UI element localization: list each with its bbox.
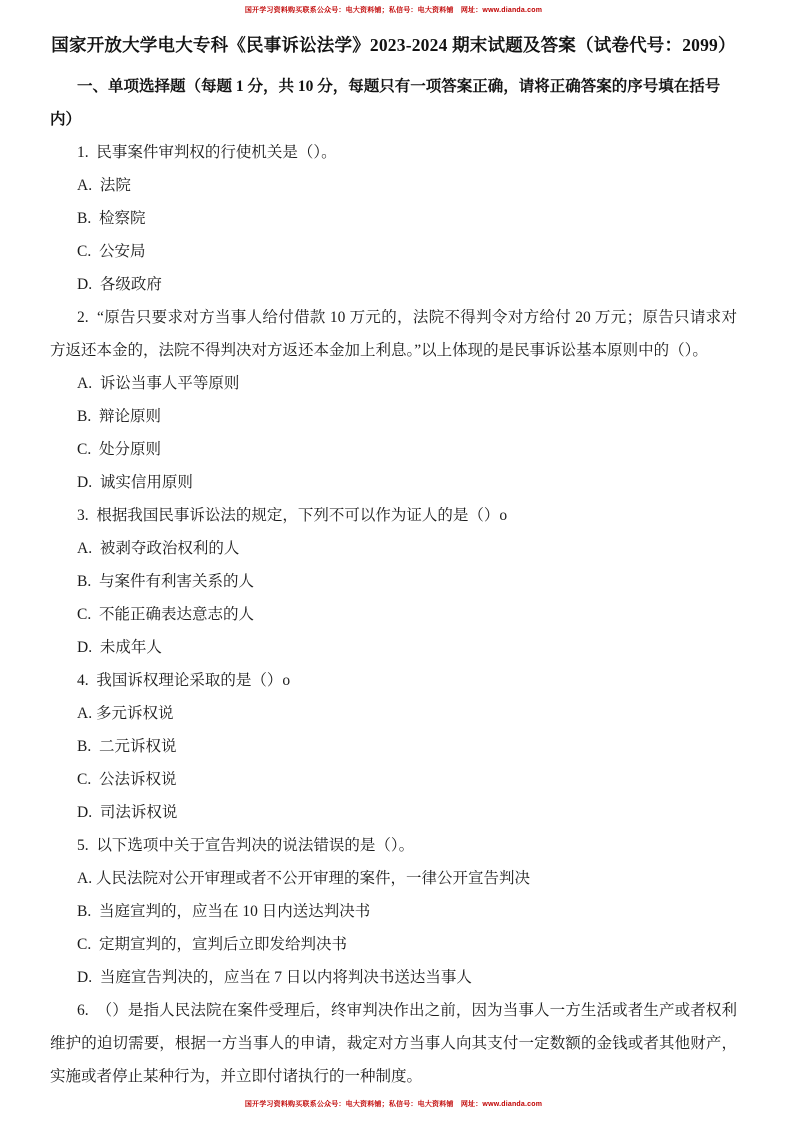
question-stem: 1. 民事案件审判权的行使机关是（）。 [77,144,337,161]
option-a: A. 被剥夺政治权利的人 [77,540,240,557]
question-stem: 6. （）是指人民法院在案件受理后，终审判决作出之前，因为当事人一方生活或者生产或者权利 维护的迫切需要，根据一方当事人的申请，裁定对方当事人向其支付一定数额的金钱或者其他财产，实施或者停止某种行为，并立即付诸执行的一种制度。 [50,1002,741,1085]
option-a: A. 法院 [77,177,131,194]
option-c: C. 定期宣判的，宣判后立即发给判决书 [77,936,347,953]
question-4 [50,664,737,829]
question-3 [50,499,737,664]
option-d: D. 各级政府 [77,276,162,293]
option-c: C. 处分原则 [77,441,161,458]
question-5 [50,829,737,994]
option-d: D. 诚实信用原则 [77,474,193,491]
option-c: C. 公法诉权说 [77,771,177,788]
option-c: C. 不能正确表达意志的人 [77,606,254,623]
question-stem: 3. 根据我国民事诉讼法的规定，下列不可以作为证人的是（）o [77,507,508,524]
option-d: D. 未成年人 [77,639,162,656]
question-1 [50,136,737,301]
option-b: B. 二元诉权说 [77,738,177,755]
option-d: D. 当庭宣告判决的，应当在 7 日以内将判决书送达当事人 [77,969,472,986]
question-stem: 4. 我国诉权理论采取的是（）o [77,672,291,689]
section-heading: 一、单项选择题（每题 1 分，共 10 分，每题只有一项答案正确，请将正确答案的序号填在括号内） [50,78,721,128]
top-watermark: 国开学习资料购买联系公众号：电大资料铺；私信号：电大资料铺 网址：www.dianda.com [244,7,543,14]
option-a: A. 多元诉权说 [77,705,174,722]
option-d: D. 司法诉权说 [77,804,178,821]
option-a: A. 人民法院对公开审理或者不公开审理的案件，一律公开宣告判决 [77,870,530,887]
bottom-watermark: 国开学习资料购买联系公众号：电大资料铺；私信号：电大资料铺 网址：www.dianda.com [244,1101,543,1108]
question-6 [50,994,741,1093]
question-2 [50,301,737,499]
questions-list [50,136,741,1093]
page-title: 国家开放大学电大专科《民事诉讼法学》2023-2024 期末试题及答案（试卷代号：2099） [51,35,736,55]
option-b: B. 辩论原则 [77,408,161,425]
question-stem: 2. “原告只要求对方当事人给付借款 10 万元的，法院不得判令对方给付 20 万元；原告只请求对方返还本金的，法院不得判决对方返还本金加上利息。”以上体现的是民事诉讼基本原则中的（）。 [50,309,737,359]
option-c: C. 公安局 [77,243,146,260]
option-b: B. 检察院 [77,210,146,227]
question-stem: 5. 以下选项中关于宣告判决的说法错误的是（）。 [77,837,415,854]
option-b: B. 与案件有利害关系的人 [77,573,254,590]
option-b: B. 当庭宣判的，应当在 10 日内送达判决书 [77,903,371,920]
option-a: A. 诉讼当事人平等原则 [77,375,240,392]
